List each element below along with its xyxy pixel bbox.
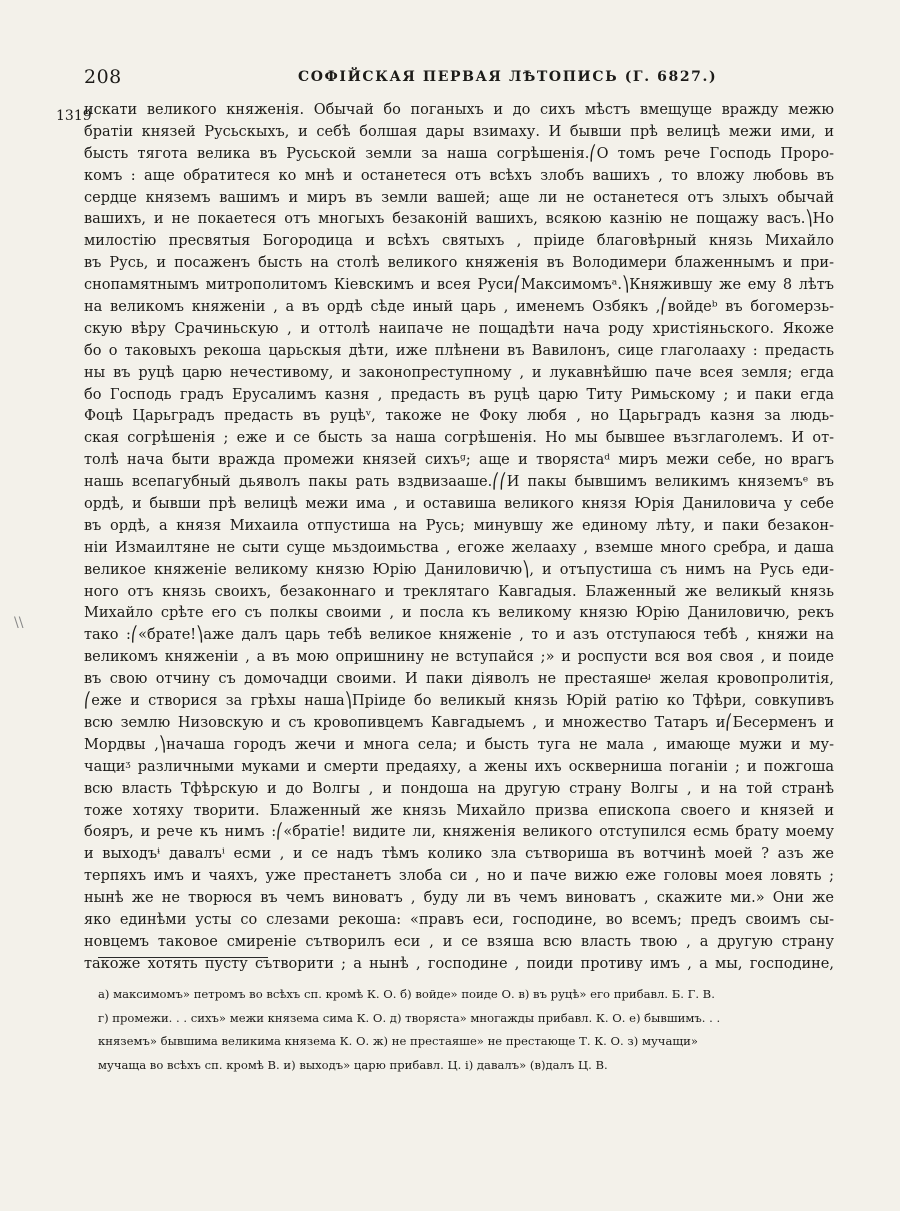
body-line: всю власть Тфѣрскую и до Волгы , и пондоша на другую страну Волгы , и на той странѣ <box>84 780 834 797</box>
body-line: тако :⎛«брате!⎞аже далъ царь тебѣ великое княженіе , то и азъ отступаюся тебѣ , княжи на <box>84 627 834 644</box>
body-line: скую вѣру Срачиньскую , и оттолѣ наипаче не пощадѣти нача роду христіяньского. Якоже <box>84 320 834 337</box>
body-line: братіи князей Русьскыхъ, и себѣ болшая дары взимаху. И бывши прѣ велицѣ межи ими, и <box>84 123 834 140</box>
body-line: ніи Измаилтяне не сыти суще мьздоимьства , егоже желааху , вземше много сребра, и даша <box>84 539 834 556</box>
body-line: ская согрѣшенія ; еже и се бысть за наша согрѣшенія. Но мы бывшее възглаголемъ. И от- <box>84 430 834 447</box>
body-line: и выходъᶤ давалъⁱ есми , и се надъ тѣмъ колико зла сътвориша въ вотчинѣ моей ? азъ же <box>84 846 834 863</box>
body-line: великомъ княженіи , а въ мою опришнину не вступайся ;» и роспусти вся воя своя , и поиде <box>84 649 834 666</box>
body-line: чащиᶾ различными муками и смерти предаяху, а жены ихъ оскверниша поганіи ; и пожгоша <box>84 758 834 775</box>
body-line: нынѣ же не творюся въ чемъ виноватъ , буду ли въ чемъ виноватъ , скажите ми.» Они же <box>84 890 834 907</box>
body-line: бояръ, и рече къ нимъ :⎛«братіе! видите ли, княженія великого отступился есмь брату моему <box>84 824 834 841</box>
body-line: ⎛еже и створися за грѣхы наша⎞Пріиде бо великый князь Юрій ратію ко Тфѣри, совкупивъ <box>84 693 834 710</box>
body-line: вашихъ, и не покаетеся отъ многыхъ безаконій вашихъ, всякою казнію не пощажу васъ.⎞Но <box>84 211 834 228</box>
body-line: бысть тягота велика въ Русьской земли за наша согрѣшенія.⎛О томъ рече Господь Проро- <box>84 145 834 162</box>
chronicle-body-text <box>84 100 834 976</box>
body-line: всю землю Низовскую и съ кровопивцемъ Кавгадыемъ , и множество Татаръ и⎛Бесерменъ и <box>84 714 834 731</box>
body-line: ного отъ князь своихъ, безаконнаго и треклятаго Кавгадыя. Блаженный же великый князь <box>84 583 834 600</box>
footnotes <box>98 983 834 1077</box>
page-number: 208 <box>84 66 122 88</box>
page-header <box>84 66 834 90</box>
body-line: яко единѣми усты со слезами рекоша: «правъ еси, господине, во всемъ; предъ своимъ сы- <box>84 911 834 928</box>
body-line: тоже хотяху творити. Блаженный же князь Михайло призва епископа своего и князей и <box>84 802 834 819</box>
body-line: въ свою отчину съ домочадци своими. И паки діяволъ не престаяшеᶡ желая кровопролитія, <box>84 671 834 688</box>
body-line: искати великого княженія. Обычай бо поганыхъ и до сихъ мѣстъ вмещуще вражду межю <box>84 102 834 118</box>
footnote-rule <box>98 957 268 958</box>
margin-annotation-mark: \\ <box>14 615 24 631</box>
body-line: милостію пресвятыя Богородица и всѣхъ святыхъ , пріиде благовѣрный князь Михайло <box>84 233 834 250</box>
footnote-line: мучаща во всѣхъ сп. кромѣ В. и) выходъ» царю прибавл. Ц. і) давалъ» (в)далъ Ц. В. <box>98 1057 608 1072</box>
body-line: Михайло срѣте его съ полкы своими , и посла къ великому князю Юрію Даниловичю, рекъ <box>84 605 834 622</box>
body-line: сердце княземъ вашимъ и миръ въ земли вашей; аще ли не останетеся отъ злыхъ обычай <box>84 189 834 206</box>
body-line: толѣ нача быти вражда промежи князей сихъᵍ; аще и творястаᵈ миръ межи себе, но врагъ <box>84 452 834 469</box>
footnote-line: а) максимомъ» петромъ во всѣхъ сп. кромѣ К. О. б) войде» поиде О. в) въ руцѣ» его прибавл. Б. Г. В. <box>98 987 715 1001</box>
body-line: Фоцѣ Царьградъ предасть въ руцѣᵛ, такоже не Фоку любя , но Царьградъ казня за людь- <box>84 408 834 425</box>
body-line: нашь всепагубный дьяволъ пакы рать вздвизааше.⎛⎛И пакы бывшимъ великимъ княземъᵉ въ <box>84 474 834 491</box>
body-line: ордѣ, и бывши прѣ велицѣ межи има , и оставиша великого князя Юрія Даниловича у себе <box>84 496 834 513</box>
body-line: новцемъ таковое смиреніе сътворилъ еси , и се взяша всю власть твою , а другую страну <box>84 933 834 950</box>
footnote-line: княземъ» бывшима великима князема К. О. ж) не престаяше» не престающе Т. К. О. з) мучащи» <box>98 1034 698 1048</box>
margin-year-marker: 1319 <box>56 108 92 124</box>
body-line: снопамятнымъ митрополитомъ Кіевскимъ и всея Руси⎛Максимомъᵃ.⎞Княжившу же ему 8 лѣтъ <box>84 277 834 294</box>
body-line: въ ордѣ, а князя Михаила отпустиша на Русь; минувшу же единому лѣту, и паки безакон- <box>84 517 834 534</box>
body-line: на великомъ княженіи , а въ ордѣ сѣде иный царь , именемъ Озбякъ ,⎛войдеᵇ въ богомерзь- <box>84 299 834 316</box>
body-line: въ Русь, и посаженъ бысть на столѣ великого княженія въ Володимери блаженнымъ и при- <box>84 255 834 272</box>
body-line: Мордвы ,⎞начаша городъ жечи и многа села; и бысть туга не мала , имающе мужи и му- <box>84 736 834 753</box>
body-line: комъ : аще обратитеся ко мнѣ и останетеся отъ всѣхъ злобъ вашихъ , то вложу любовь въ <box>84 167 834 184</box>
body-line: ны въ руцѣ царю нечестивому, и законопреступному , и лукавнѣйшю паче всея земля; егда <box>84 364 834 381</box>
footnote-line: г) промежи. . . сихъ» межи князема сима К. О. д) творяста» многажды прибавл. К. О. е) бывшимъ. . . <box>98 1010 721 1025</box>
running-title: СОФІЙСКАЯ ПЕРВАЯ ЛѢТОПИСЬ (Г. 6827.) <box>298 69 718 85</box>
body-line: терпяхъ имъ и чаяхъ, уже престанетъ злоба си , но и паче вижю еже головы моея ловять ; <box>84 868 834 885</box>
body-line: бо о таковыхъ рекоша царьскыя дѣти, иже плѣнени въ Вавилонъ, сице глаголааху : предасть <box>84 342 834 359</box>
body-line: такоже хотять пусту сътворити ; а нынѣ , господине , поиди противу имъ , а мы, господине, <box>84 955 834 972</box>
body-line: бо Господь градъ Ерусалимъ казня , предасть въ руцѣ царю Титу Римьскому ; и паки егда <box>84 386 834 403</box>
body-line: великое княженіе великому князю Юрію Даниловичю⎞, и отъпустиша съ нимъ на Русь еди- <box>84 561 834 578</box>
